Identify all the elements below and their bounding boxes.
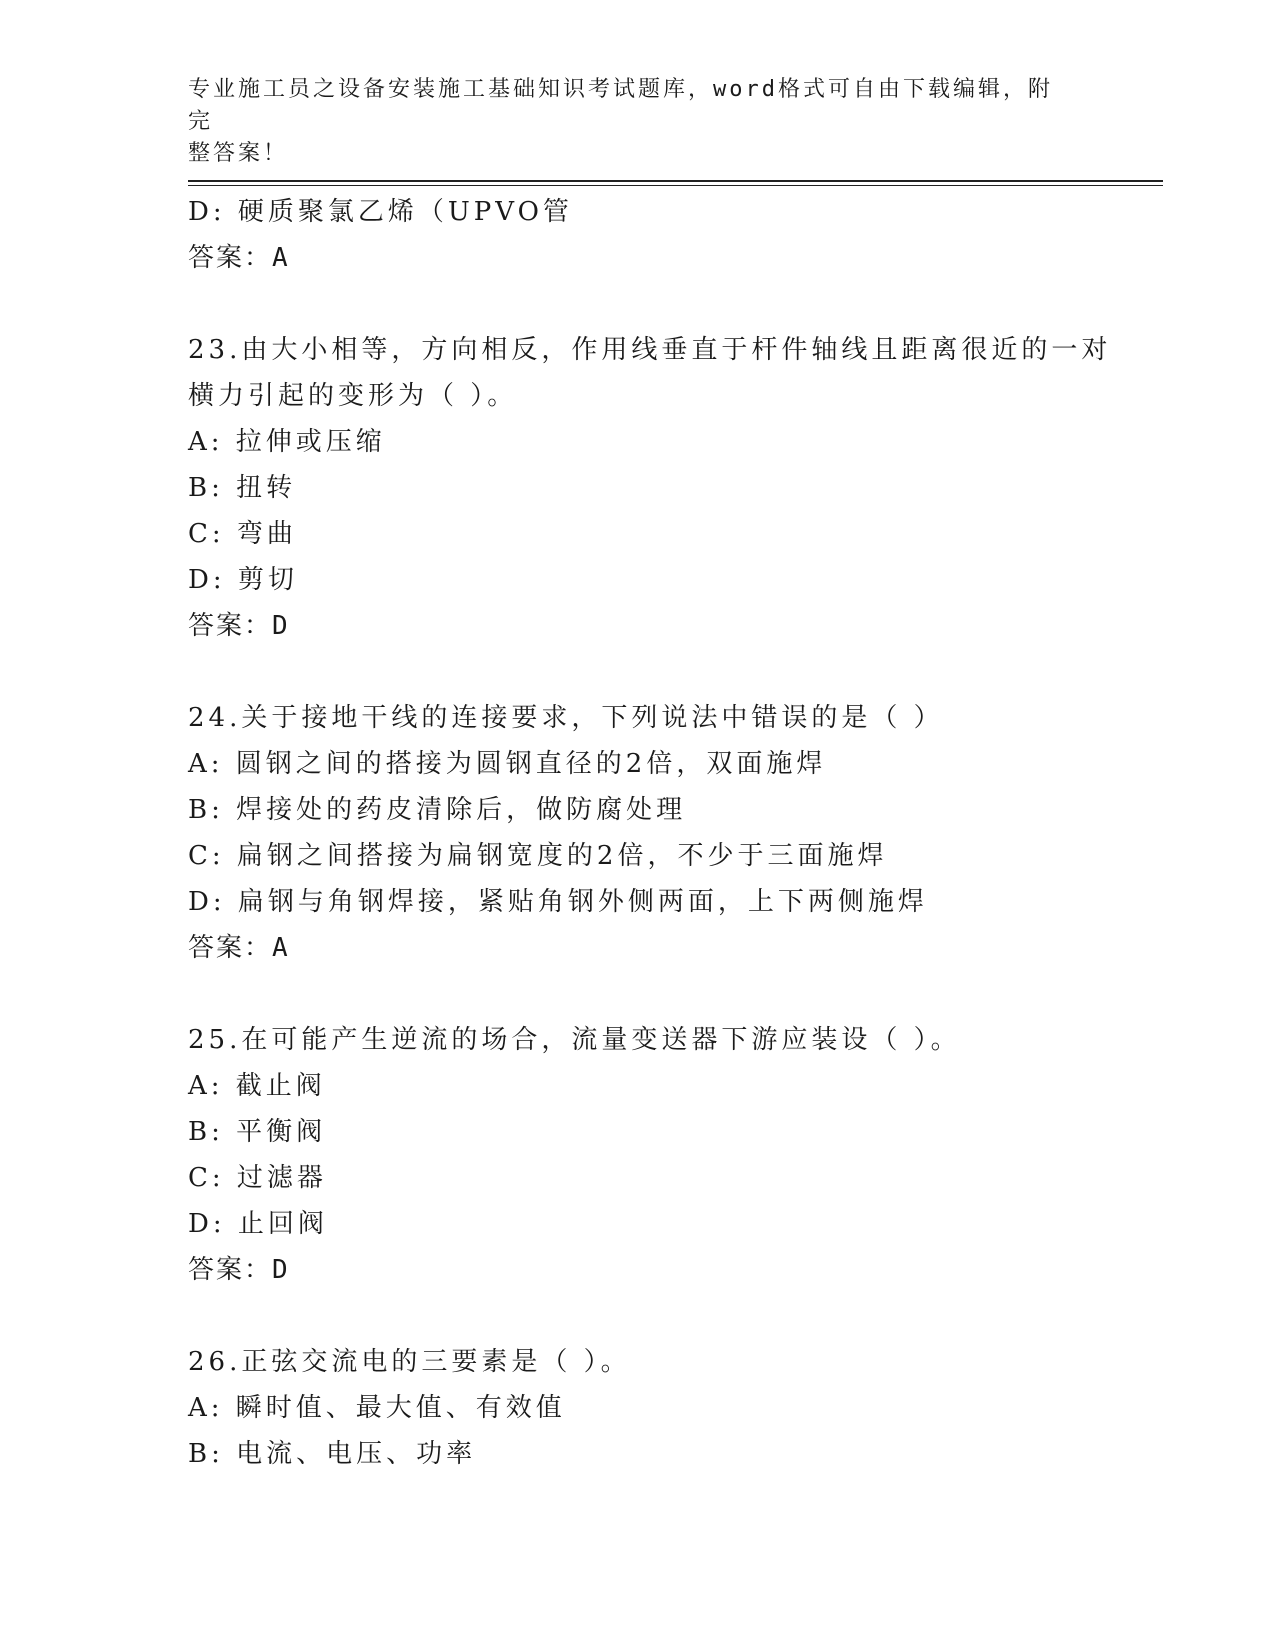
- document-header: [188, 74, 1068, 170]
- option-c: C: 弯曲: [188, 519, 297, 549]
- option-a: A: 拉伸或压缩: [188, 427, 386, 457]
- question-22-tail: [188, 189, 1088, 281]
- option-d: D: 硬质聚氯乙烯（UPVO管: [188, 197, 573, 227]
- question-list: [188, 189, 1112, 1477]
- option-d: D: 剪切: [188, 565, 298, 595]
- answer: 答案：A: [188, 243, 290, 273]
- question-26: [188, 1339, 1088, 1477]
- option-b: B: 焊接处的药皮清除后，做防腐处理: [188, 795, 687, 825]
- answer: 答案：A: [188, 933, 290, 963]
- question-24: [188, 695, 1088, 971]
- header-line-1: 专业施工员之设备安装施工基础知识考试题库，word格式可自由下载编辑，附完: [188, 77, 1053, 134]
- option-a: A: 圆钢之间的搭接为圆钢直径的2倍，双面施焊: [188, 749, 827, 779]
- question-stem: 26.正弦交流电的三要素是（ ）。: [188, 1347, 631, 1377]
- question-stem-continued: 横力引起的变形为（ ）。: [188, 381, 518, 411]
- question-stem: 25.在可能产生逆流的场合，流量变送器下游应装设（ ）。: [188, 1025, 961, 1055]
- option-c: C: 过滤器: [188, 1163, 327, 1193]
- answer: 答案：D: [188, 1255, 290, 1285]
- option-a: A: 截止阀: [188, 1071, 326, 1101]
- header-divider-thick: [188, 180, 1163, 182]
- option-b: B: 扭转: [188, 473, 297, 503]
- question-stem: 24.关于接地干线的连接要求，下列说法中错误的是（ ）: [188, 703, 944, 733]
- option-b: B: 平衡阀: [188, 1117, 327, 1147]
- option-d: D: 扁钢与角钢焊接，紧贴角钢外侧两面，上下两侧施焊: [188, 887, 928, 917]
- option-a: A: 瞬时值、最大值、有效值: [188, 1393, 566, 1423]
- answer: 答案：D: [188, 611, 290, 641]
- header-divider-thin: [188, 185, 1163, 186]
- question-25: [188, 1017, 1088, 1293]
- option-d: D: 止回阀: [188, 1209, 328, 1239]
- question-23: [188, 327, 1112, 649]
- option-c: C: 扁钢之间搭接为扁钢宽度的2倍，不少于三面施焊: [188, 841, 888, 871]
- header-line-2: 整答案！: [188, 141, 289, 166]
- option-b: B: 电流、电压、功率: [188, 1439, 477, 1469]
- question-stem: 23.由大小相等，方向相反，作用线垂直于杆件轴线且距离很近的一对: [188, 335, 1112, 365]
